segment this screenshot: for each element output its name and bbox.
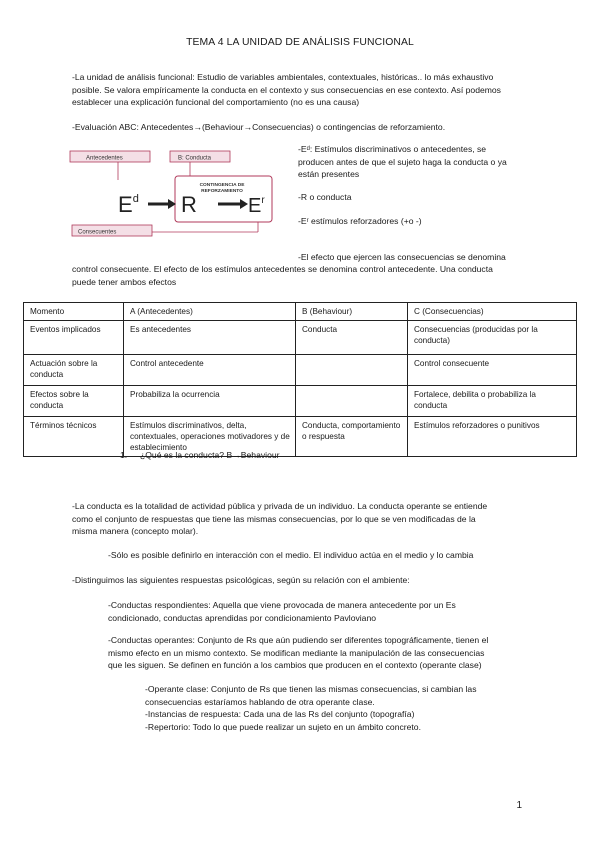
antecedentes-label: Antecedentes [86,155,123,162]
intro-line: -La unidad de análisis funcional: Estudio de variables ambientales, contextuales, históricas.. lo más exhaustivo [72,72,494,82]
r-explanation: -R o conducta [298,192,352,202]
table-cell [296,355,408,386]
page-title: TEMA 4 LA UNIDAD DE ANÁLISIS FUNCIONAL [186,37,414,48]
list-item: -Instancias de respuesta: Cada una de las Rs del conjunto (topografía) [145,709,415,720]
operantes-paragraph [108,634,528,672]
effect-line: control consecuente. El efecto de los estímulos antecedentes se denomina control antecedente. Una conducta [72,264,493,274]
table-cell: Estímulos discriminativos, delta, contextuales, operaciones motivadores y de establecimiento [124,417,296,457]
contingencia-label: REFORZAMIENTO [201,189,243,194]
table-row [24,417,577,457]
operantes-line: -Conductas operantes: Conjunto de Rs que aún pudiendo ser diferentes topográficamente, tienen el [108,635,489,645]
respondientes-line: -Conductas respondientes: Aquella que viene provocada de manera antecedente por un Es [108,600,456,610]
table-header-row [24,303,577,321]
table-header-cell: A (Antecedentes) [124,303,296,321]
conducta-line: misma manera (concepto molar). [72,526,199,537]
table-cell: Eventos implicados [24,321,124,355]
abc-line: -Evaluación ABC: Antecedentes→(Behaviour→Consecuencias) o contingencias de reforzamiento. [72,122,446,132]
table-header-cell: C (Consecuencias) [408,303,577,321]
effect-line: -El efecto que ejercen las consecuencias se denomina [298,252,506,262]
solo-line: -Sólo es posible definirlo en interacción con el medio. El individuo actúa en el medio y lo cambia [108,550,474,560]
question-number: 1. [120,450,128,460]
list-item: -Repertorio: Todo lo que puede realizar un sujeto en un ámbito concreto. [145,721,421,732]
table-cell: Fortalece, debilita o probabiliza la conducta [408,386,577,417]
list-item: consecuencias estaríamos hablando de otra operante clase. [145,696,375,707]
r-symbol: R [181,192,197,217]
ed-explanation [298,143,538,181]
table-cell: Términos técnicos [24,417,124,457]
table-cell [296,386,408,417]
intro-paragraph [72,71,527,109]
conducta-paragraph [72,500,527,538]
effect-line: puede tener ambos efectos [72,276,177,287]
er-explanation: -Eʳ estímulos reforzadores (+o -) [298,216,422,226]
table-cell: Control consecuente [408,355,577,386]
respondientes-paragraph [108,599,528,624]
intro-line: establecer una explicación funcional del comportamiento (no es una causa) [72,97,360,108]
table-cell: Consecuencias (producidas por la conducta) [408,321,577,355]
operantes-line: que les siguen. Se definen en función a los cambios que producen en el contexto (operante clase) [108,660,482,671]
distinguimos-line: -Distinguimos las siguientes respuestas psicológicas, según su relación con el ambiente: [72,575,410,585]
ed-line: producen antes de que el sujeto haga la conducta o ya [298,156,507,167]
table-cell: Conducta [296,321,408,355]
table-header-cell: B (Behaviour) [296,303,408,321]
table-cell: Estímulos reforzadores o punitivos [408,417,577,457]
table-cell: Actuación sobre la conducta [24,355,124,386]
table-row [24,321,577,355]
abc-diagram [52,148,282,240]
table-cell: Es antecedentes [124,321,296,355]
table-cell: Efectos sobre la conducta [24,386,124,417]
operantes-line: mismo efecto en un mismo contexto. Se modifican mediante la manipulación de las consecuencias [108,647,485,658]
question-heading: ¿Qué es la conducta? B→Behaviour [140,450,280,460]
table-cell: Probabiliza la ocurrencia [124,386,296,417]
ed-line: están presentes [298,169,360,180]
abc-table [23,302,577,457]
operante-clase-list [145,683,535,733]
table-cell: Control antecedente [124,355,296,386]
effect-paragraph [72,263,527,288]
conducta-label: B: Conducta [178,155,212,162]
conducta-line: como el conjunto de respuestas que tiene las mismas consecuencias, por lo que se ven modificadas de la [72,513,476,524]
er-symbol: $E^r$ [248,195,265,217]
respondientes-line: condicionado, conductas aprendidas por condicionamiento Pavloviano [108,612,377,623]
contingencia-label: CONTINGENCIA DE [199,183,245,188]
table-header-cell: Momento [24,303,124,321]
consecuentes-label: Consecuentes [78,229,117,236]
list-item: -Operante clase: Conjunto de Rs que tienen las mismas consecuencias, si cambian las [145,684,477,694]
ed-line: -Eᵈ: Estímulos discriminativos o antecedentes, se [298,144,487,154]
table-row [24,355,577,386]
page-number: 1 [516,800,522,811]
intro-line: posible. Se valora empíricamente la conducta en el contexto y sus consecuencias en ese contexto. Así podemos [72,84,501,95]
ed-symbol: $E^d$ [118,192,139,217]
table-cell: Conducta, comportamiento o respuesta [296,417,408,457]
table-row [24,386,577,417]
conducta-line: -La conducta es la totalidad de actividad pública y privada de un individuo. La conducta operante se entiende [72,501,488,511]
